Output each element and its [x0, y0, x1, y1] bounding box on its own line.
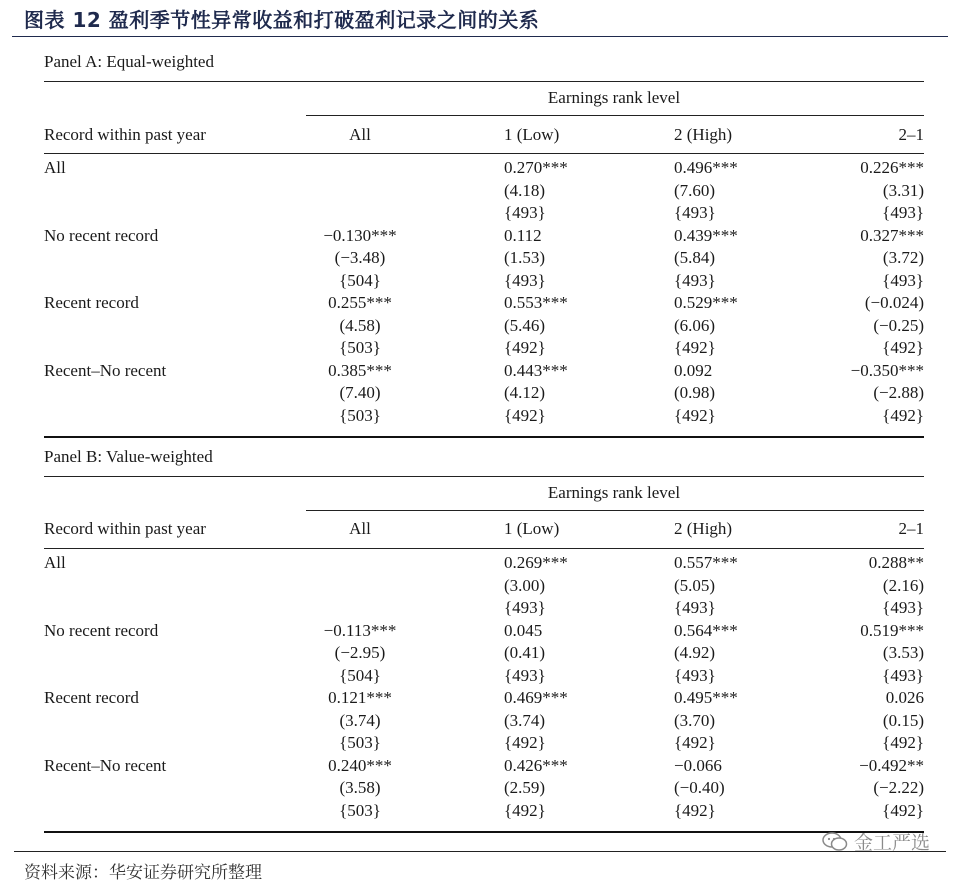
table-cell-tstat: (3.70) [674, 710, 716, 730]
table-cell-estimate: 0.469*** [504, 688, 568, 707]
column-header: 2 (High) [674, 519, 733, 538]
table-cell-tstat: (−2.88) [873, 383, 924, 402]
table-cell-estimate: −0.492** [859, 755, 924, 775]
table-cell-tstat: (−0.25) [873, 315, 924, 335]
row-label: All [44, 158, 66, 177]
panel-a [44, 50, 924, 440]
column-header: 1 (Low) [504, 519, 560, 538]
table-cell-estimate: 0.092 [674, 360, 713, 380]
group-header-rule [306, 510, 924, 511]
panel-top-rule [44, 81, 924, 82]
table-cell-estimate: 0.385*** [328, 360, 392, 380]
table-cell-tstat: (3.00) [504, 575, 546, 595]
table-cell-estimate: 0.112 [504, 225, 542, 245]
table-cell-tstat: (7.40) [339, 383, 381, 402]
table-cell-estimate: 0.288** [868, 553, 924, 572]
table-cell-tstat: (2.59) [504, 778, 546, 797]
table-cell-tstat: (4.12) [504, 383, 546, 402]
table-cell-tstat: (5.05) [674, 575, 716, 595]
group-header-rule [306, 115, 924, 116]
table-cell-estimate: 0.269*** [504, 553, 568, 572]
header-bottom-rule [44, 153, 924, 154]
table-cell-count: {504} [339, 270, 381, 290]
table-cell-tstat: (4.58) [339, 315, 381, 335]
table-cell-estimate: 0.026 [885, 688, 924, 707]
watermark [822, 828, 930, 855]
row-label: Recent–No recent [44, 755, 167, 775]
table-cell-estimate: −0.130*** [323, 225, 397, 245]
table-cell-tstat: (5.84) [674, 248, 716, 267]
table-cell-count: {493} [674, 203, 716, 222]
column-header: All [349, 519, 371, 538]
panel-title: Panel B: Value-weighted [44, 447, 213, 466]
panel-bottom-rule [44, 436, 924, 438]
table-cell-tstat: (3.31) [882, 180, 924, 200]
table-cell-count: {492} [674, 405, 716, 425]
table-cell-estimate: 0.439*** [674, 225, 738, 245]
table-cell-count: {492} [674, 733, 716, 752]
table-cell-estimate: −0.350*** [850, 360, 924, 380]
table-cell-estimate: 0.495*** [674, 688, 738, 707]
table-cell-count: {493} [674, 270, 716, 290]
row-label: Recent record [44, 293, 139, 312]
table-cell-tstat: (−2.95) [334, 643, 386, 662]
table-cell-tstat: (1.53) [504, 248, 546, 267]
table-cell-estimate: 0.327*** [860, 225, 924, 245]
table-cell-count: {492} [504, 733, 546, 752]
table-cell-count: {493} [882, 598, 924, 617]
panel-b [44, 445, 924, 835]
table-cell-count: {493} [504, 203, 546, 222]
table-cell-tstat: (0.41) [504, 643, 546, 662]
table-cell-estimate: 0.519*** [860, 620, 924, 640]
table-cell-estimate: 0.045 [504, 620, 543, 640]
table-cell-tstat: (5.46) [504, 315, 546, 335]
table-cell-count: {503} [339, 405, 381, 425]
table-cell-count: {493} [504, 270, 546, 290]
group-header: Earnings rank level [547, 88, 681, 107]
table-cell-count: {503} [339, 800, 381, 820]
table-cell-estimate: 0.553*** [504, 293, 568, 312]
row-label: Recent record [44, 688, 139, 707]
table-cell-tstat: (3.53) [882, 643, 924, 662]
panel-top-rule [44, 476, 924, 477]
table-cell-count: {492} [882, 800, 924, 820]
table-cell-tstat: (7.60) [674, 180, 716, 200]
column-header: Record within past year [44, 519, 206, 538]
footer-divider [14, 851, 946, 852]
column-header: 2–1 [898, 125, 924, 144]
table-cell-count: {493} [674, 665, 716, 685]
wechat-icon [822, 832, 848, 852]
table-cell-tstat: (−3.48) [334, 248, 386, 267]
panel-bottom-rule [44, 831, 924, 833]
table-cell-estimate: −0.113*** [323, 620, 397, 640]
table-cell-count: {492} [882, 338, 924, 357]
table-cell-count: {493} [882, 665, 924, 685]
table-cell-tstat: (3.74) [504, 710, 546, 730]
table-cell-estimate: 0.496*** [674, 158, 738, 177]
header-bottom-rule [44, 548, 924, 549]
watermark-text: 金工严选 [853, 832, 930, 854]
table-cell-count: {492} [504, 338, 546, 357]
column-header: All [349, 125, 371, 144]
row-label: Recent–No recent [44, 360, 167, 380]
table-cell-count: {492} [504, 800, 546, 820]
table-cell-count: {492} [882, 733, 924, 752]
column-header: 2 (High) [674, 125, 733, 144]
row-label: No recent record [44, 225, 159, 245]
source-note: 资料来源：华安证券研究所整理 [24, 863, 262, 883]
table-cell-estimate: 0.443*** [504, 360, 568, 380]
table-cell-tstat: (4.18) [504, 180, 546, 200]
table-cell-count: {504} [339, 665, 381, 685]
table-cell-tstat: (0.98) [674, 383, 716, 402]
title-divider [12, 36, 948, 37]
column-header: 1 (Low) [504, 125, 560, 144]
table-cell-estimate: −0.066 [674, 755, 722, 775]
table-cell-estimate: 0.426*** [504, 755, 568, 775]
table-cell-count: {493} [674, 598, 716, 617]
table-cell-estimate: 0.121*** [328, 688, 392, 707]
table-cell-count: {492} [674, 338, 716, 357]
table-cell-tstat: (3.74) [339, 710, 381, 730]
column-header: Record within past year [44, 125, 206, 144]
table-cell-count: {492} [504, 405, 546, 425]
table-cell-tstat: (6.06) [674, 315, 716, 335]
row-label: No recent record [44, 620, 159, 640]
table-cell-estimate: 0.240*** [328, 755, 392, 775]
table-cell-estimate: 0.255*** [328, 293, 392, 312]
row-label: All [44, 553, 66, 572]
table-cell-tstat: (−0.40) [674, 778, 725, 797]
table-cell-count: {503} [339, 733, 381, 752]
table-cell-count: {493} [504, 598, 546, 617]
table-cell-count: {492} [882, 405, 924, 425]
figure-title: 图表 12 盈利季节性异常收益和打破盈利记录之间的关系 [24, 8, 540, 32]
table-cell-count: {503} [339, 338, 381, 357]
table-cell-count: {493} [504, 665, 546, 685]
table-cell-count: {492} [674, 800, 716, 820]
table-cell-estimate: (−0.024) [864, 293, 924, 312]
table-cell-estimate: 0.270*** [504, 158, 568, 177]
table-cell-tstat: (3.72) [882, 248, 924, 267]
table-cell-estimate: 0.564*** [674, 620, 738, 640]
group-header: Earnings rank level [547, 483, 681, 502]
table-cell-count: {493} [882, 270, 924, 290]
table-cell-tstat: (3.58) [339, 778, 381, 797]
table-cell-estimate: 0.226*** [860, 158, 924, 177]
table-cell-estimate: 0.557*** [674, 553, 738, 572]
panel-title: Panel A: Equal-weighted [44, 52, 214, 71]
table-cell-tstat: (2.16) [882, 575, 924, 595]
column-header: 2–1 [898, 519, 924, 538]
table-cell-estimate: 0.529*** [674, 293, 738, 312]
table-cell-tstat: (4.92) [674, 643, 716, 662]
table-cell-count: {493} [882, 203, 924, 222]
table-cell-tstat: (−2.22) [873, 778, 924, 797]
table-cell-tstat: (0.15) [882, 710, 924, 730]
